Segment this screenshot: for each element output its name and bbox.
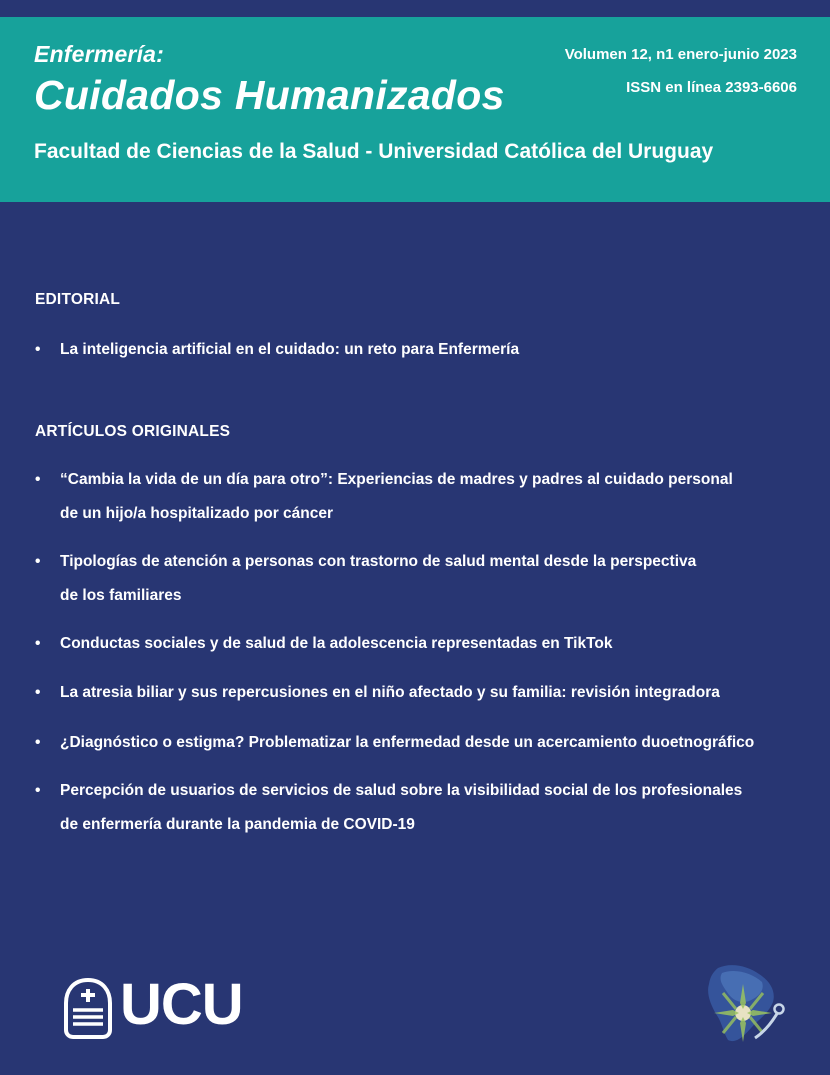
- faculty-name: Facultad de Ciencias de la Salud - Universidad Católica del Uruguay: [34, 140, 714, 163]
- article-title-line: de un hijo/a hospitalizado por cáncer: [60, 505, 334, 522]
- ucu-logo-text: UCU: [120, 972, 243, 1037]
- article-item: [35, 627, 775, 661]
- south-america-seal-icon: [700, 960, 790, 1048]
- bullet-icon: •: [35, 471, 41, 488]
- volume-info: Volumen 12, n1 enero-junio 2023: [564, 46, 797, 63]
- section-title-original-articles: ARTÍCULOS ORIGINALES: [35, 423, 231, 440]
- journal-kicker: Enfermería:: [34, 41, 165, 67]
- article-title-line: La atresia biliar y sus repercusiones en el niño afectado y su familia: revisión integradora: [60, 684, 720, 701]
- section-title-editorial: EDITORIAL: [35, 291, 121, 308]
- bullet-icon: •: [35, 684, 41, 701]
- article-title-line: de enfermería durante la pandemia de COVID-19: [60, 816, 415, 833]
- bullet-icon: •: [35, 341, 41, 358]
- issn-number: ISSN en línea 2393-6606: [626, 79, 797, 96]
- bullet-icon: •: [35, 553, 41, 570]
- article-item: [35, 333, 775, 367]
- bullet-icon: •: [35, 734, 41, 751]
- ucu-shield-icon: [62, 976, 114, 1042]
- article-title-line: Conductas sociales y de salud de la adolescencia representadas en TikTok: [60, 635, 613, 652]
- article-item: [35, 774, 775, 842]
- article-title-line: ¿Diagnóstico o estigma? Problematizar la enfermedad desde un acercamiento duoetnográfico: [60, 734, 755, 751]
- journal-title: Cuidados Humanizados: [34, 72, 505, 118]
- article-item: [35, 463, 775, 531]
- article-title-line: La inteligencia artificial en el cuidado: un reto para Enfermería: [60, 341, 520, 358]
- article-item: [35, 676, 775, 710]
- bullet-icon: •: [35, 782, 41, 799]
- article-title-line: Tipologías de atención a personas con trastorno de salud mental desde la perspectiva: [60, 553, 697, 570]
- ucu-logo: [62, 972, 243, 1042]
- article-title-line: “Cambia la vida de un día para otro”: Experiencias de madres y padres al cuidado personal: [60, 471, 733, 488]
- article-item: [35, 726, 775, 760]
- article-item: [35, 545, 775, 613]
- article-title-line: de los familiares: [60, 587, 182, 604]
- bullet-icon: •: [35, 635, 41, 652]
- article-title-line: Percepción de usuarios de servicios de salud sobre la visibilidad social de los profesionales: [60, 782, 743, 799]
